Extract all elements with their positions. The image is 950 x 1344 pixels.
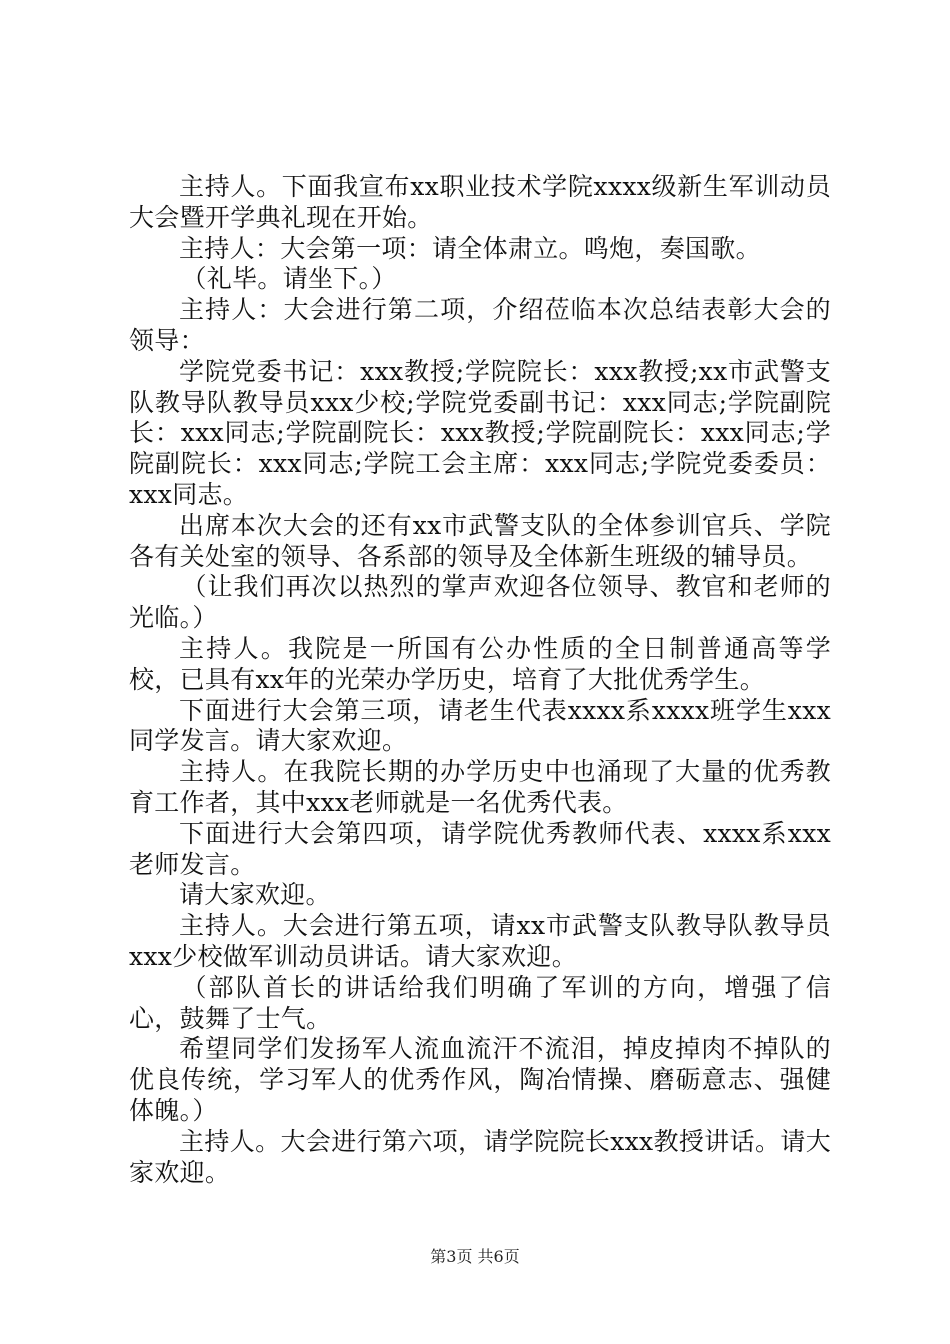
- paragraph-school-intro: 主持人。我院是一所国有公办性质的全日制普通高等学校，已具有xx年的光荣办学历史，培育了大批优秀学生。: [129, 633, 831, 694]
- paragraph-opening: 主持人。下面我宣布xx职业技术学院xxxx级新生军训动员大会暨开学典礼现在开始。: [129, 172, 831, 232]
- paragraph-attendees: 出席本次大会的还有xx市武警支队的全体参训官兵、学院各有关处室的领导、各系部的领导及全体新生班级的辅导员。: [129, 510, 831, 571]
- document-body: [129, 172, 831, 1188]
- paragraph-item-five: 主持人。大会进行第五项，请xx市武警支队教导队教导员xxx少校做军训动员讲话。请大家欢迎。: [129, 911, 831, 971]
- paragraph-item-three: 下面进行大会第三项，请老生代表xxxx系xxxx班学生xxx同学发言。请大家欢迎。: [129, 695, 831, 756]
- paragraph-item-six: 主持人。大会进行第六项，请学院院长xxx教授讲话。请大家欢迎。: [129, 1126, 831, 1187]
- paragraph-item-two: 主持人：大会进行第二项，介绍莅临本次总结表彰大会的领导：: [129, 295, 831, 355]
- page-number-footer: 第3页 共6页: [430, 1247, 520, 1266]
- paragraph-item-one: 主持人：大会第一项：请全体肃立。鸣炮，奏国歌。: [179, 233, 761, 263]
- paragraph-item-four: 下面进行大会第四项，请学院优秀教师代表、xxxx系xxx老师发言。: [129, 818, 831, 879]
- paragraph-hope: 希望同学们发扬军人流血流汗不流泪，掉皮掉肉不掉队的优良传统，学习军人的优秀作风，陶冶情操、磨砺意志、强健体魄。）: [129, 1034, 831, 1125]
- paragraph-teacher-intro: 主持人。在我院长期的办学历史中也涌现了大量的优秀教育工作者，其中xxx老师就是一名优秀代表。: [129, 757, 831, 817]
- paragraph-leaders-list: 学院党委书记：xxx教授;学院院长：xxx教授;xx市武警支队教导队教导员xxx少校;学院党委副书记：xxx同志;学院副院长：xxx同志;学院副院长：xxx教授;学院副院长：xxx同志;学院副院长：xxx同志;学院工会主席：xxx同志;学院党委委员：xxx同志。: [129, 356, 831, 509]
- paragraph-applause: （让我们再次以热烈的掌声欢迎各位领导、教官和老师的光临。）: [129, 572, 831, 633]
- paragraph-welcome: 请大家欢迎。: [179, 880, 331, 910]
- paragraph-salute: （礼毕。请坐下。）: [181, 264, 397, 294]
- paragraph-commander-speech: （部队首长的讲话给我们明确了军训的方向，增强了信心，鼓舞了士气。: [129, 972, 831, 1033]
